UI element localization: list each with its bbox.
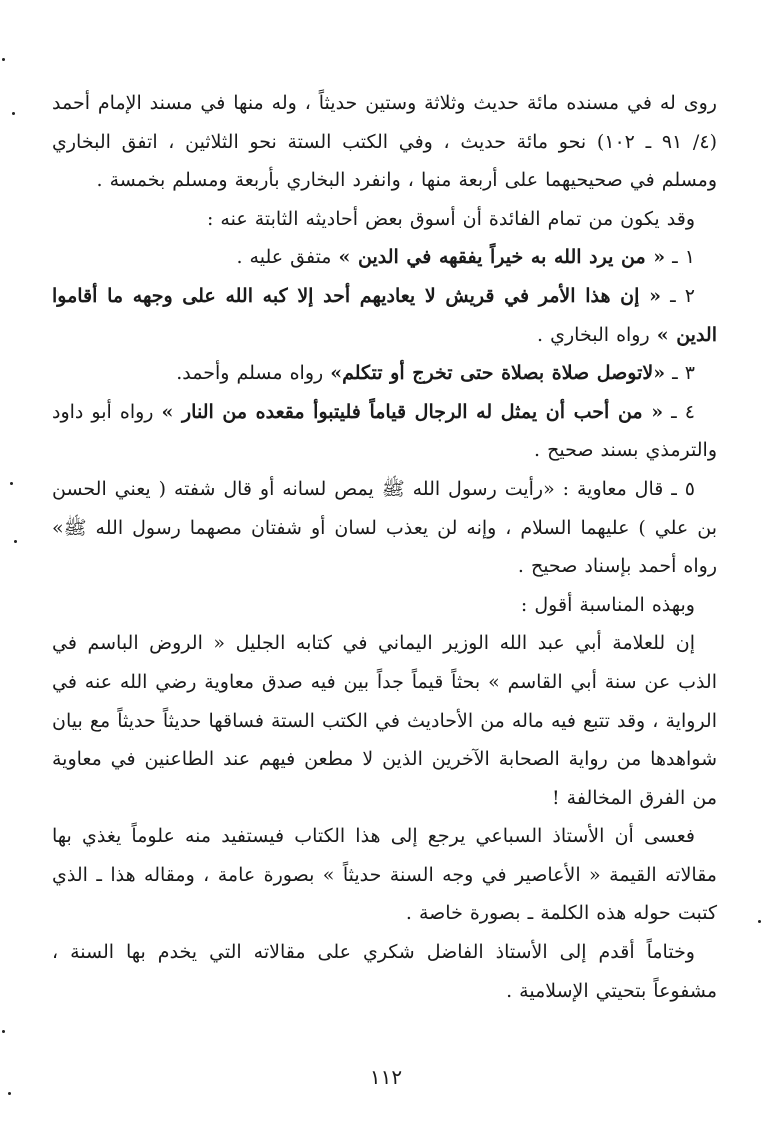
hadith-2-text: « إن هذا الأمر في قريش لا يعاديهم أحد إلا كبه الله على وجهه ما أقاموا الدين » (52, 284, 717, 346)
hadith-1-number: ١ ـ (665, 246, 695, 269)
hadith-4-note: رواه أبو داود والترمذي بسند صحيح . (52, 400, 717, 462)
page-number: ١١٢ (369, 1065, 403, 1089)
hadith-1-note: متفق عليه . (236, 246, 339, 269)
paragraph-al-wazir-book: إن للعلامة أبي عبد الله الوزير اليماني في كتابه الجليل « الروض الباسم في الذب عن سنة أبي القاسم » بحثاً قيماً جداً بين فيه صدق معاوية رضي الله عنه في الرواية ، وقد تتبع فيه ماله من الأحاديث في الكتب الستة فساقها حديثاً حديثاً مع بيان شواهدها من رواية الصحابة الآخرين الذين لا مطعن فيهم عند الطاعنين في معاوية من الفرق المخالفة ! (52, 632, 717, 809)
hadith-2-number: ٢ ـ (660, 284, 695, 307)
hadith-4-text: « من أحب أن يمثل له الرجال قياماً فليتبوأ مقعده من النار » (161, 400, 664, 423)
scan-mark (12, 112, 15, 115)
paragraph-closing: وختاماً أقدم إلى الأستاذ الفاضل شكري على مقالاته التي يخدم بها السنة ، مشفوعاً بتحيتي الإسلامية . (52, 941, 717, 1002)
hadith-4-number: ٤ ـ (663, 400, 695, 423)
hadith-item-1 (52, 238, 717, 277)
hadith-item-5: ٥ ـ قال معاوية : «رأيت رسول الله ﷺ يمص لسانه أو قال شفته ( يعني الحسن بن علي ) عليهما السلام ، وإنه لن يعذب لسان أو شفتان مصهما رسول الله ﷺ» رواه أحمد بإسناد صحيح . (52, 477, 717, 578)
hadith-3-note: رواه مسلم وأحمد. (176, 362, 331, 385)
scan-mark (14, 540, 17, 543)
hadith-1-text: « من يرد الله به خيراً يفقهه في الدين » (338, 246, 666, 269)
paragraph-occasion: وبهذه المناسبة أقول : (520, 593, 695, 616)
hadith-3-number: ٣ ـ (665, 362, 695, 385)
hadith-2-note: رواه البخاري . (537, 323, 657, 346)
scan-mark (2, 1030, 5, 1033)
paragraph-intro-hadiths: وقد يكون من تمام الفائدة أن أسوق بعض أحاديثه الثابتة عنه : (206, 207, 695, 230)
scan-mark (758, 920, 761, 923)
scan-mark (2, 58, 5, 61)
page-body (52, 84, 717, 1010)
scan-mark (10, 482, 13, 485)
scan-mark (8, 1092, 11, 1095)
hadith-item-3 (52, 354, 717, 393)
paragraph-narrations-count: روى له في مسنده مائة حديث وثلاثة وستين حديثاً ، وله منها في مسند الإمام أحمد (٤/ ٩١ ـ ١٠٢) نحو مائة حديث ، وفي الكتب الستة نحو الثلاثين ، اتفق البخاري ومسلم في صحيحيهما على أربعة منها ، وانفرد البخاري بأربعة ومسلم بخمسة . (52, 92, 717, 192)
hadith-3-text: «لاتوصل صلاة بصلاة حتى تخرج أو تتكلم» (330, 362, 666, 385)
hadith-item-2 (52, 277, 717, 354)
hadith-item-4 (52, 393, 717, 470)
paragraph-al-sibaai: فعسى أن الأستاذ السباعي يرجع إلى هذا الكتاب فيستفيد منه علوماً يغذي بها مقالاته القيمة « الأعاصير في وجه السنة حديثاً » بصورة عامة ، ومقاله هذا ـ الذي كتبت حوله هذه الكلمة ـ بصورة خاصة . (52, 825, 717, 925)
